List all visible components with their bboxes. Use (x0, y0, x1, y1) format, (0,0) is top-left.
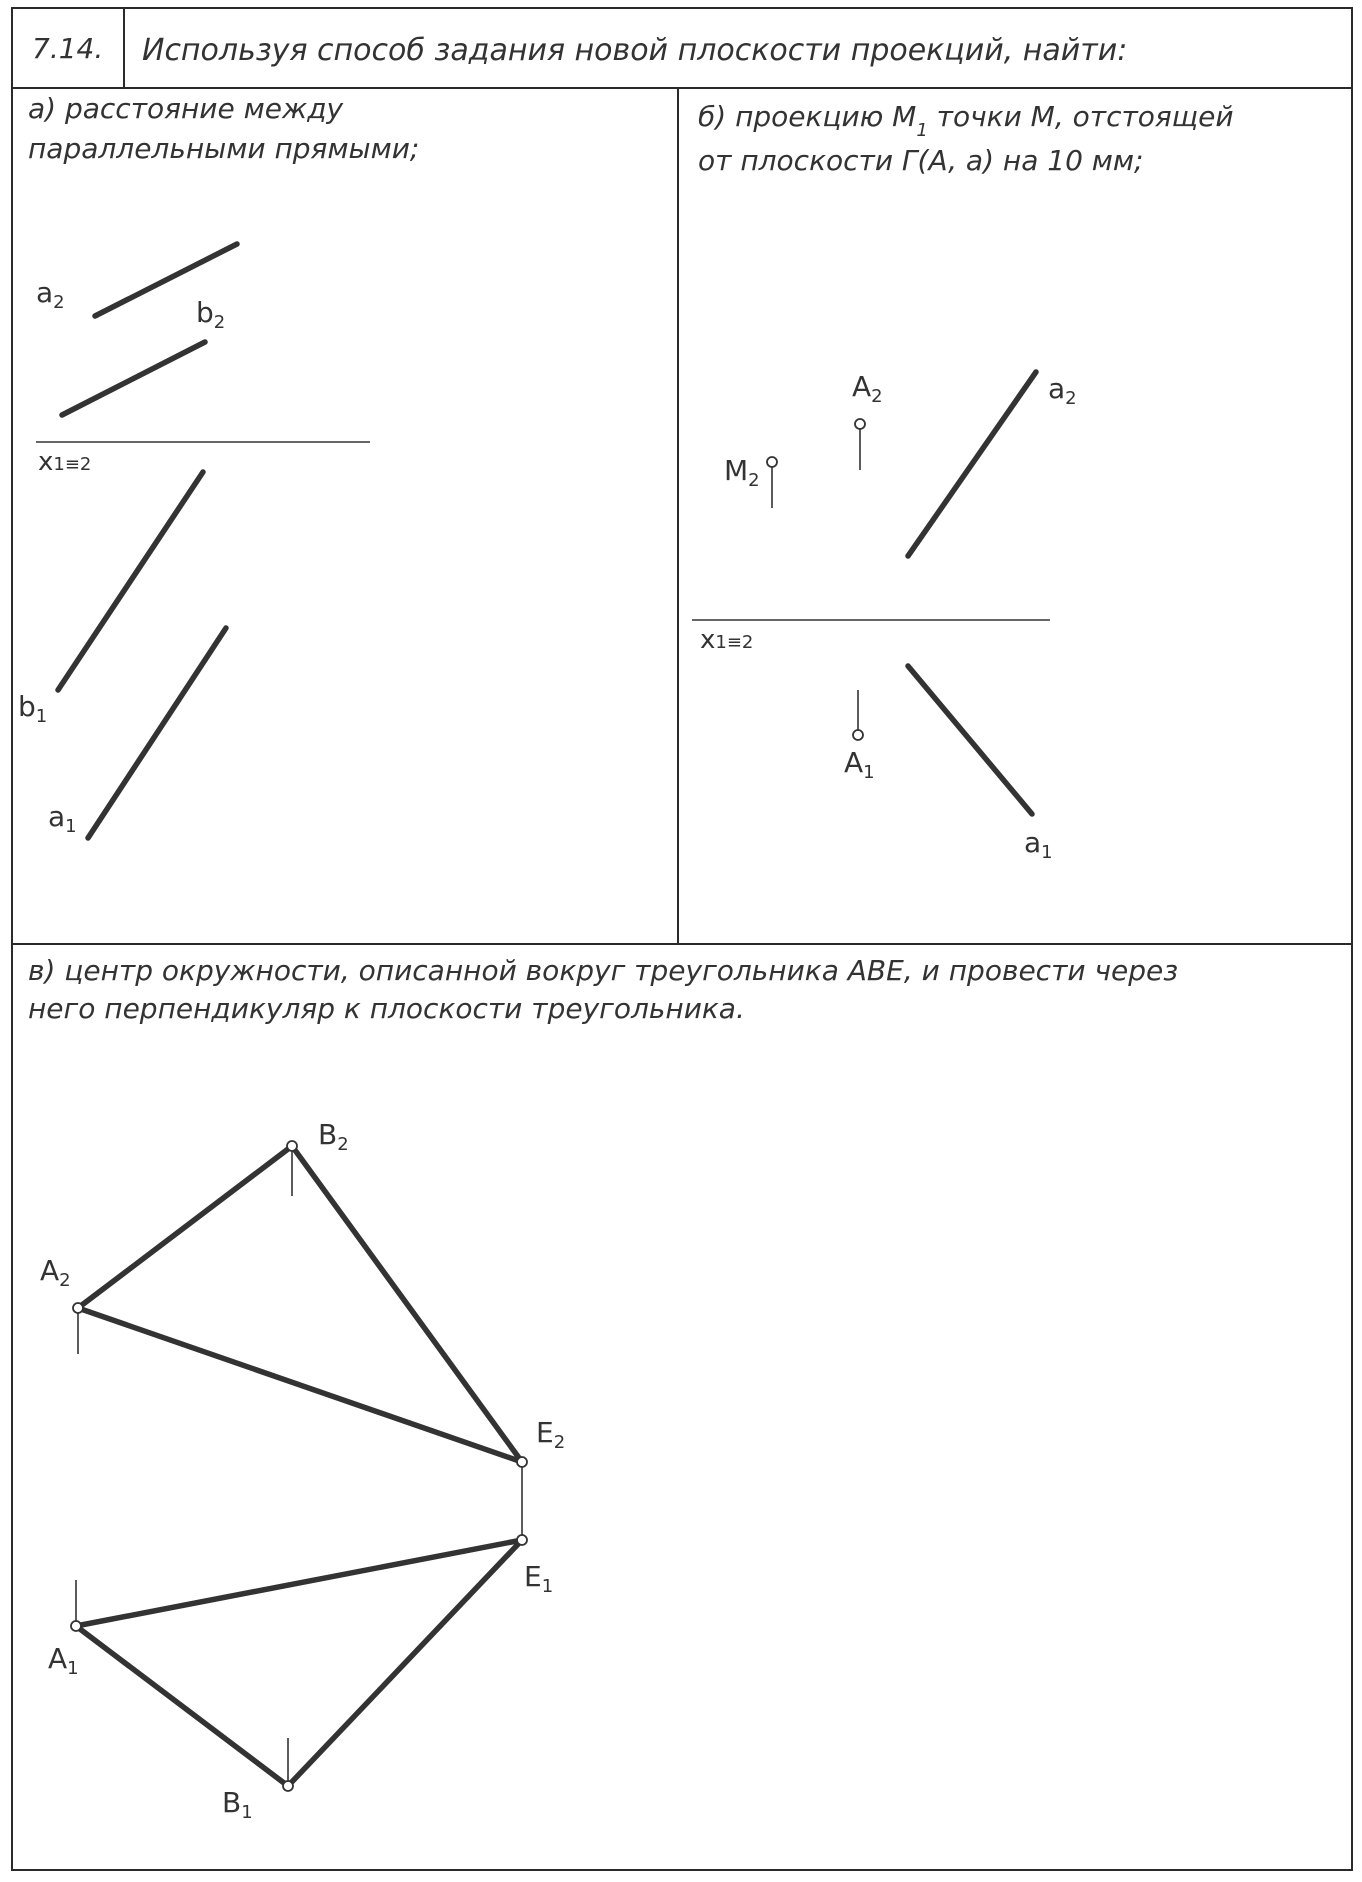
panel-a-axis-label: x1≡2 (38, 447, 92, 477)
label-b1: b1 (18, 690, 48, 727)
label-A1-plane: A1 (844, 746, 875, 783)
line-a2-plane (908, 372, 1036, 556)
line-b1 (58, 472, 203, 690)
label-A1-triangle: A1 (48, 1642, 79, 1679)
panel-a-caption-line2: параллельными прямыми; (28, 132, 420, 165)
label-E2: E2 (536, 1416, 566, 1453)
panel-c-caption-line2: него перпендикуляр к плоскости треугольника. (28, 992, 745, 1025)
label-a1: a1 (48, 800, 77, 837)
point-A1-triangle (71, 1621, 81, 1631)
point-E2 (517, 1457, 527, 1467)
label-E1: E1 (524, 1560, 554, 1597)
line-b2 (62, 342, 205, 415)
panel-a-caption-line1: а) расстояние между (28, 92, 344, 125)
label-B1: B1 (222, 1786, 253, 1823)
label-A2-plane: A2 (852, 370, 883, 407)
panel-a (18, 92, 419, 838)
panel-b-caption-line1: б) проекцию $M_1$ точки M, отстоящей (698, 100, 1234, 141)
point-E1 (517, 1535, 527, 1545)
panel-b-axis-label: x1≡2 (700, 625, 754, 655)
label-a2-plane: a2 (1048, 372, 1077, 409)
point-M2 (767, 457, 777, 467)
point-B2 (287, 1141, 297, 1151)
line-a1 (88, 628, 226, 838)
label-b2: b2 (196, 296, 226, 333)
panel-c-caption-line1: в) центр окружности, описанной вокруг треугольника ABE, и провести через (28, 954, 1179, 987)
task-title: Используя способ задания новой плоскости проекций, найти: (142, 33, 1128, 68)
triangle-A2B2E2 (78, 1146, 522, 1462)
label-a2: a2 (36, 276, 65, 313)
task-number: 7.14. (32, 32, 104, 65)
point-A1 (853, 730, 863, 740)
triangle-A1B1E1 (76, 1540, 522, 1786)
label-M2: M2 (724, 454, 760, 491)
label-a1-plane: a1 (1024, 826, 1053, 863)
panel-c (28, 954, 1178, 1823)
panel-b (692, 100, 1234, 863)
point-A2 (855, 419, 865, 429)
line-a1-plane (908, 666, 1032, 814)
line-a2 (95, 244, 237, 316)
label-A2-triangle: A2 (40, 1254, 71, 1291)
outer-frame (12, 8, 1352, 1870)
point-B1 (283, 1781, 293, 1791)
label-B2: B2 (318, 1118, 349, 1155)
point-A2-triangle (73, 1303, 83, 1313)
panel-b-caption-line2: от плоскости Г(A, a) на 10 мм; (698, 144, 1144, 177)
